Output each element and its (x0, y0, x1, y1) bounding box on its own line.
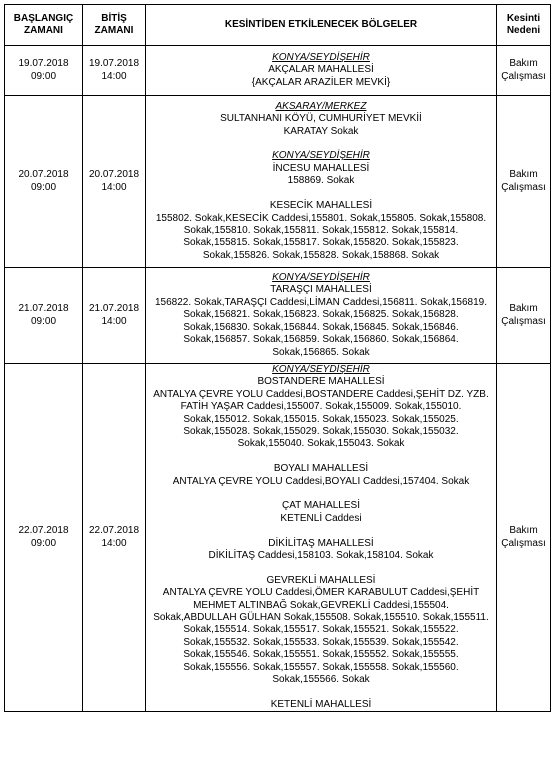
region-line: BOSTANDERE MAHALLESİ (257, 376, 385, 388)
start-time-cell (5, 364, 83, 712)
outage-table (4, 4, 551, 712)
region-line: Sokak,155810. Sokak,155811. Sokak,155812. Sokak,155814. (183, 224, 459, 236)
end-time-cell-line: 19.07.2018 (88, 58, 140, 70)
spacer (146, 488, 496, 500)
header-start-time (5, 5, 83, 46)
area-heading: KONYA/SEYDİŞEHİR (272, 150, 370, 162)
start-time-cell-line: 20.07.2018 (18, 169, 69, 181)
start-time-cell-line: 22.07.2018 (18, 525, 69, 537)
end-time-cell-line: 14:00 (101, 70, 127, 82)
header-start-line1: BAŞLANGIÇ (13, 12, 74, 24)
table-row (5, 46, 551, 96)
reason-line: Bakım (509, 525, 538, 537)
header-end-time (83, 5, 146, 46)
end-time-cell (83, 364, 146, 712)
regions-cell (146, 364, 497, 712)
region-line: Sokak,155012. Sokak,155015. Sokak,155023. Sokak,155025. (183, 413, 459, 425)
region-line: Sokak,155826. Sokak,155828. Sokak,158868. Sokak (202, 249, 440, 261)
end-time-cell-line: 14:00 (101, 181, 127, 193)
end-time-cell (83, 46, 146, 96)
area-heading: KONYA/SEYDİŞEHİR (272, 364, 370, 375)
spacer (146, 188, 496, 200)
region-line: Sokak,156830. Sokak,156844. Sokak,156845. Sokak,156846. (183, 321, 459, 333)
reason-line: Çalışması (501, 181, 546, 193)
region-line: Sokak,155532. Sokak,155533. Sokak,155539. Sokak,155542. (183, 636, 459, 648)
header-reason-line1: Kesinti (506, 12, 541, 24)
reason-line: Çalışması (501, 537, 546, 549)
regions-cell (146, 46, 497, 96)
reason-line: Bakım (509, 169, 538, 181)
start-time-cell (5, 96, 83, 268)
spacer (146, 562, 496, 574)
end-time-cell-line: 22.07.2018 (88, 525, 140, 537)
table-row (5, 96, 551, 268)
header-regions-label: KESİNTİDEN ETKİLENECEK BÖLGELER (224, 18, 418, 30)
area-heading: AKSARAY/MERKEZ (275, 100, 367, 112)
header-regions (146, 5, 497, 46)
region-line: İNCESU MAHALLESİ (272, 162, 370, 174)
region-line: KARATAY Sokak (283, 125, 359, 137)
region-line: KESECİK MAHALLESİ (269, 200, 373, 212)
reason-cell (497, 96, 551, 268)
start-time-cell-line: 09:00 (30, 181, 57, 193)
reason-line: Bakım (509, 58, 538, 70)
area-heading: KONYA/SEYDİŞEHİR (272, 51, 370, 63)
header-reason-line2: Nedeni (506, 25, 541, 36)
region-line: Sokak,155556. Sokak,155557. Sokak,155558. Sokak,155560. (183, 661, 459, 673)
region-line: 156822. Sokak,TARAŞÇI Caddesi,LİMAN Caddesi,156811. Sokak,156819. (154, 296, 488, 308)
region-line: GEVREKLİ MAHALLESİ (266, 574, 376, 586)
region-line: Sokak,156865. Sokak (272, 346, 370, 358)
region-line: MEHMET ALTINBAĞ Sokak,GEVREKLİ Caddesi,155504. (193, 599, 449, 611)
start-time-cell (5, 46, 83, 96)
region-line: KETENLİ MAHALLESİ (270, 698, 372, 710)
header-start-line2: ZAMANI (24, 25, 63, 36)
region-line: Sokak,155546. Sokak,155551. Sokak,155552. Sokak,155555. (183, 649, 459, 661)
table-row (5, 268, 551, 364)
end-time-cell-line: 14:00 (101, 537, 127, 549)
region-line: 155802. Sokak,KESECİK Caddesi,155801. Sokak,155805. Sokak,155808. (155, 212, 487, 224)
spacer (146, 138, 496, 150)
start-time-cell-line: 09:00 (30, 315, 57, 327)
region-line: Sokak,155028. Sokak,155029. Sokak,155030. Sokak,155032. (183, 426, 459, 438)
region-line: {AKÇALAR ARAZİLER MEVKİ} (251, 76, 391, 88)
reason-cell (497, 268, 551, 364)
region-line: BOYALI MAHALLESİ (273, 463, 369, 475)
region-line: Sokak,155815. Sokak,155817. Sokak,155820. Sokak,155823. (183, 237, 459, 249)
region-line: Sokak,156857. Sokak,156859. Sokak,156860. Sokak,156864. (183, 334, 459, 346)
region-line: KETENLİ Caddesi (280, 512, 362, 524)
area-heading: KONYA/SEYDİŞEHİR (272, 272, 370, 284)
region-line: TARAŞÇI MAHALLESİ (270, 284, 372, 296)
region-line: AKÇALAR MAHALLESİ (268, 64, 374, 76)
reason-cell (497, 46, 551, 96)
region-line: Sokak,155040. Sokak,155043. Sokak (237, 438, 405, 450)
end-time-cell-line: 20.07.2018 (88, 169, 140, 181)
region-line: Sokak,155566. Sokak (272, 674, 370, 686)
region-line: 158869. Sokak (287, 175, 355, 187)
header-reason (497, 5, 551, 46)
spacer (146, 451, 496, 463)
header-end-line2: ZAMANI (94, 25, 134, 36)
regions-cell (146, 268, 497, 364)
start-time-cell (5, 268, 83, 364)
end-time-cell-line: 21.07.2018 (88, 303, 140, 315)
region-line: Sokak,ABDULLAH GÜLHAN Sokak,155508. Sokak,155510. Sokak,155511. (153, 612, 489, 624)
start-time-cell-line: 21.07.2018 (18, 303, 69, 315)
table-body (5, 46, 551, 712)
end-time-cell (83, 268, 146, 364)
region-line: Sokak,156821. Sokak,156823. Sokak,156825. Sokak,156828. (183, 309, 459, 321)
region-line: DİKİLİTAŞ MAHALLESİ (268, 537, 374, 549)
region-line: SULTANHANI KÖYÜ, CUMHURİYET MEVKİİ (220, 113, 422, 125)
table-row (5, 364, 551, 712)
region-line: ÇAT MAHALLESİ (282, 500, 360, 512)
start-time-cell-line: 19.07.2018 (18, 58, 69, 70)
end-time-cell (83, 96, 146, 268)
header-row (5, 5, 551, 46)
reason-line: Çalışması (501, 315, 546, 327)
start-time-cell-line: 09:00 (30, 70, 57, 82)
region-line: FATİH YAŞAR Caddesi,155007. Sokak,155009. Sokak,155010. (180, 401, 462, 413)
header-end-line1: BİTİŞ (101, 12, 127, 24)
regions-cell (146, 96, 497, 268)
reason-line: Çalışması (501, 70, 546, 82)
end-time-cell-line: 14:00 (101, 315, 127, 327)
region-line: ANTALYA ÇEVRE YOLU Caddesi,BOSTANDERE Caddesi,ŞEHİT DZ. YZB. (153, 388, 489, 400)
spacer (146, 525, 496, 537)
start-time-cell-line: 09:00 (30, 537, 57, 549)
region-line: Sokak,155514. Sokak,155517. Sokak,155521. Sokak,155522. (183, 624, 459, 636)
reason-line: Bakım (509, 303, 538, 315)
region-line: DİKİLİTAŞ Caddesi,158103. Sokak,158104. Sokak (208, 550, 434, 562)
spacer (146, 687, 496, 699)
region-line: ANTALYA ÇEVRE YOLU Caddesi,BOYALI Caddesi,157404. Sokak (172, 475, 470, 487)
reason-cell (497, 364, 551, 712)
region-line: ANTALYA ÇEVRE YOLU Caddesi,ÖMER KARABULUT Caddesi,ŞEHİT (162, 587, 480, 599)
